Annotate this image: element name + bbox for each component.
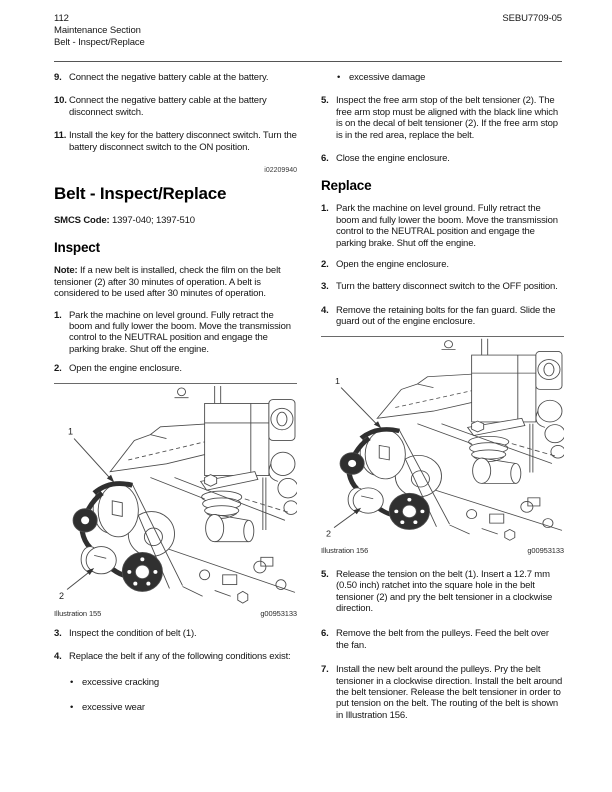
illustration-caption [321,546,564,555]
step-text: Park the machine on level ground. Fully retract the boom and fully lower the boom. Move the transmission control to the NEUTRAL position and engage the parking brake. Shut off the engine. [69,309,291,355]
step-number: 3. [54,627,62,639]
step-item [54,72,297,83]
step-number: 2. [54,363,62,375]
step-number: 4. [321,304,329,316]
engine-belt-illustration-155 [54,384,297,606]
step-item [54,363,297,374]
bullet-text: excessive damage [349,72,426,83]
illustration-label: Illustration 156 [321,545,369,555]
smcs-value: 1397-040; 1397-510 [112,215,195,227]
step-text: Open the engine enclosure. [69,363,182,375]
step-item [54,310,297,356]
step-item [321,305,564,328]
page-number: 112 [54,13,69,24]
step-number: 2. [321,259,329,271]
step-text: Install the key for the battery disconnect switch. Turn the battery disconnect switch to the ON position. [69,130,297,153]
article-title: Belt - Inspect/Replace [54,184,227,204]
step-number: 10. [54,95,67,107]
step-item [321,95,564,141]
step-text: Install the new belt around the pulleys. Pry the belt tensioner in a clockwise direction. Install the belt around the belt tensioner. Release the belt tensioner in order to put tension on the belt. The routing of the belt is shown in Illustration 156. [336,664,563,721]
bullet-glyph: • [70,676,74,688]
step-text: Release the tension on the belt (1). Insert a 12.7 mm (0.50 inch) ratchet into the square hole in the belt tensioner (2) and pry the belt tensioner in a clockwise direction. [336,568,553,614]
illustration-caption [54,609,297,618]
note-text: If a new belt is installed, check the film on the belt tensioner (2) after 30 minutes of operation. A belt is considered to be used after 30 minutes of operation. [54,265,281,300]
step-number: 3. [321,281,329,293]
step-item [321,281,564,292]
step-item [321,628,564,651]
doc-code: SEBU7709-05 [502,13,562,24]
bullet-glyph: • [337,72,341,83]
bullet-item [54,677,297,688]
bullet-text: excessive wear [82,701,145,713]
step-text: Turn the battery disconnect switch to the OFF position. [336,281,558,293]
step-text: Remove the belt from the pulleys. Feed the belt over the fan. [336,628,549,651]
left-column [54,70,297,721]
step-number: 5. [321,568,329,580]
step-item [321,259,564,270]
smcs-code-line [54,215,297,226]
page-header [54,13,145,50]
step-number: 5. [321,95,329,107]
step-number: 4. [54,651,62,663]
bullet-item [321,72,564,83]
bullet-item [54,702,297,713]
step-text: Inspect the condition of belt (1). [69,627,197,639]
step-number: 9. [54,72,62,83]
bullet-text: excessive cracking [82,676,160,688]
note-paragraph [54,265,297,299]
step-text: Inspect the free arm stop of the belt tensioner (2). The free arm stop must be aligned with the black line which is on the decal of belt tensioner (2). If the free arm stop is in the red area, replace the belt. [336,95,558,141]
step-item [54,95,297,118]
step-number: 1. [54,309,62,321]
step-item [321,569,564,615]
step-number: 6. [321,153,329,165]
heading-replace: Replace [321,178,372,194]
smcs-label: SMCS Code: [54,215,110,227]
header-rule [54,61,562,62]
header-subsection: Belt - Inspect/Replace [54,37,145,49]
article-id: i02209940 [264,167,297,175]
step-item [321,153,564,164]
step-item [321,664,564,721]
step-text: Connect the negative battery cable at the battery disconnect switch. [69,95,267,118]
step-text: Close the engine enclosure. [336,153,450,165]
step-text: Replace the belt if any of the following conditions exist: [69,651,291,663]
step-number: 7. [321,664,329,676]
step-text: Open the engine enclosure. [336,259,449,271]
step-item [54,130,297,153]
step-number: 11. [54,130,67,142]
note-label: Note: [54,265,78,277]
illustration-code: g00953133 [527,545,564,555]
header-section: Maintenance Section [54,25,141,37]
step-text: Park the machine on level ground. Fully retract the boom and fully lower the boom. Move the transmission control to the NEUTRAL position and engage the parking brake. Shut off the engine. [336,203,558,249]
step-number: 6. [321,628,329,640]
two-column-body [54,70,564,721]
engine-belt-illustration-156 [321,337,564,543]
step-item [54,651,297,662]
right-column [321,70,564,721]
bullet-glyph: • [70,701,74,713]
step-item [54,628,297,639]
heading-inspect: Inspect [54,240,100,256]
step-number: 1. [321,203,329,215]
step-text: Remove the retaining bolts for the fan guard. Slide the guard out of the engine enclosure. [336,304,556,328]
step-text: Connect the negative battery cable at the battery. [69,72,269,83]
illustration-label: Illustration 155 [54,608,102,618]
illustration-code: g00953133 [260,608,297,618]
step-item [321,203,564,249]
